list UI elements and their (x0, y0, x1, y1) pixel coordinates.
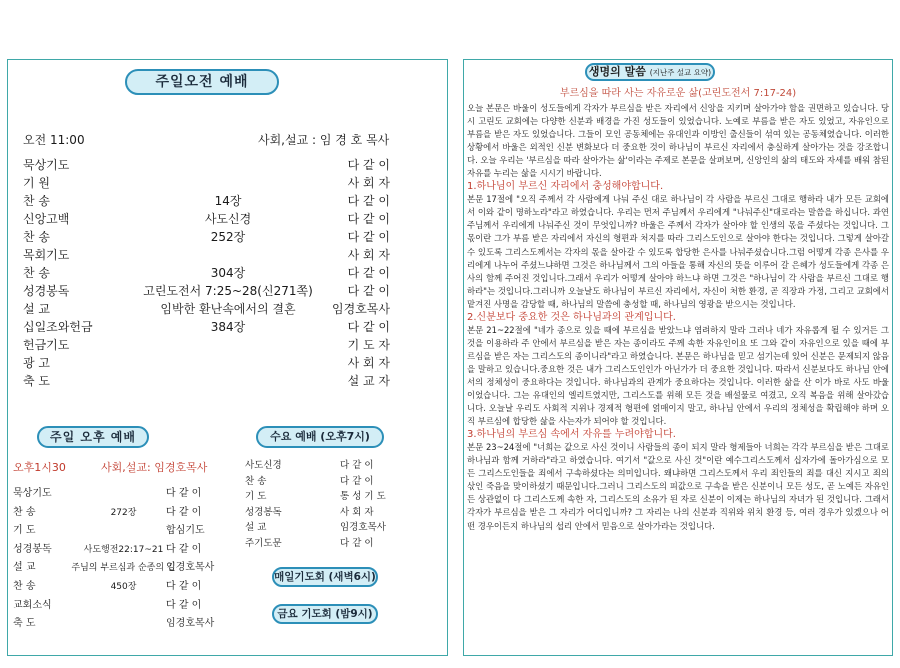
order-leader: 임경호목사 (166, 562, 215, 574)
order-item: 성경봉독 (245, 506, 282, 518)
morning-order-row (23, 336, 438, 355)
friday-prayer-title: 금요 기도회 (밤9시) (272, 604, 378, 624)
order-item: 교회소식 (13, 599, 52, 611)
wednesday-service-title: 수요 예배 (오후7시) (256, 426, 384, 448)
afternoon-order-row (13, 559, 243, 577)
sermon-body (467, 102, 889, 533)
sermon-paragraph: 오늘 본문은 바울이 성도들에게 각자가 부르심을 받은 자리에서 신앙을 지키며 살아가야 함을 권면하고 있습니다. 당시 고린도 교회에는 다양한 신분과 배경을 가진 성도들이 있었습니다. 노예로 부름을 받은 자도 있었고, 자유인으로 부름을 받은 자도 있었습니다. 그들이 모인 공동체에는 유대인과 이방인 출신들이 섞여 있는 공동체였습니다. 이러한 상황에서 바울은 외적인 신분 변화보다 더 중요한 것이 하나님이 부르신 자리에서 충실하게 살아가는 것을 강조합니다. 오늘 우리는 '부르심을 따라 살아가는 삶'이라는 주제로 본문을 살펴보며, 신앙인의 삶의 태도와 자세를 배워 참된 자유를 누리는 삶을 시시기 바랍니다. (467, 103, 890, 179)
order-item: 주기도문 (245, 538, 282, 549)
sermon-point-heading: 1.하나님이 부르신 자리에서 충성해야합니다. (467, 181, 664, 193)
order-leader: 다 같 이 (166, 488, 202, 499)
order-leader: 기 도 자 (347, 338, 390, 352)
order-leader: 다 같 이 (347, 320, 390, 334)
sermon-title: 생명의 말씀 (588, 65, 646, 78)
order-leader: 다 같 이 (166, 599, 202, 611)
wednesday-order-row (245, 505, 440, 521)
wednesday-order-row (245, 474, 440, 490)
morning-order-row (23, 282, 438, 301)
order-leader: 다 같 이 (347, 158, 390, 172)
morning-order-row (23, 372, 438, 391)
order-item: 성경봉독 (23, 284, 70, 298)
morning-order-row (23, 174, 438, 193)
order-item: 설 교 (23, 302, 50, 316)
order-leader: 사 회 자 (347, 176, 390, 190)
order-item: 설 교 (245, 522, 267, 534)
order-item: 기 원 (23, 176, 50, 190)
order-detail: 450장 (110, 582, 137, 592)
order-item: 십일조와헌금 (23, 320, 93, 334)
order-item: 기 도 (13, 525, 36, 537)
order-leader: 다 같 이 (347, 194, 390, 208)
sermon-paragraph: 본문 23~24절에 "너희는 값으로 사신 것이니 사람들의 종이 되지 말라 형제들아 너희는 각각 부르심을 받은 그대로 하나님과 함께 거하라"라고 하였습니다. 여기서 "값으로 사신 것"이란 예수그리스도께서 십자가에 돌아가심으로 모든 그리스도인들을 죄에서 구속하셨다는 의미입니다. 왜냐하면 그리스도께서 우리 죄인들의 죄를 대신 지시고 죄의 삯인 죽음을 맞이하셨기 때문입니다.그러니 그리스도의 피값으로 구속을 받은 신분이니 모든 성도, 곧 노예든 자유인든 상관없이 다 그리스도께 속한 자, 그리스도의 소유가 된 자로 신분이 이제는 하나님의 자녀가 된 것입니다. 그래서 각자가 부르심을 받은 그 자리가 어디입니까? 그 자리는 나의 신분과 직위와 위치 환경 등, 여러 경우가 있겠으나 어떤 경우이든지 하나님의 섭리 안에서 믿음으로 살아가라는 것입니다. (467, 442, 889, 531)
order-leader: 다 같 이 (340, 538, 374, 549)
order-item: 사도신경 (245, 460, 282, 471)
order-detail: 272장 (110, 507, 137, 518)
order-item: 찬 송 (23, 266, 50, 280)
daily-prayer-title: 매일기도회 (새벽6시) (272, 567, 378, 587)
order-detail: 고린도전서 7:25~28(신271쪽) (143, 284, 313, 298)
order-leader: 다 같 이 (166, 506, 202, 518)
order-leader: 사 회 자 (340, 506, 374, 518)
order-detail: 주님의 부르심과 순종의 길 (71, 563, 176, 574)
order-item: 찬 송 (13, 581, 36, 592)
order-item: 목회기도 (23, 248, 70, 262)
morning-service-title: 주일오전 예배 (125, 69, 279, 95)
afternoon-service-title: 주일 오후 예배 (37, 426, 149, 448)
sermon-subtitle: 부르심을 따라 사는 자유로운 삶(고린도전서 7:17-24) (559, 88, 797, 99)
order-item: 찬 송 (245, 475, 267, 487)
order-leader: 다 같 이 (166, 581, 202, 592)
order-item: 묵상기도 (23, 158, 70, 172)
morning-order-row (23, 192, 438, 211)
order-item: 성경봉독 (13, 543, 52, 555)
afternoon-order-row (13, 597, 243, 615)
order-leader: 다 같 이 (347, 212, 390, 226)
sermon-paragraph: 본문 21~22절에 "네가 종으로 있을 때에 부르심을 받았느냐 염려하지 말라 그러나 네가 자유롭게 될 수 있거든 그것을 이용하라 주 안에서 부르심을 받은 자는 종이라도 주께 속한 자유인이요 또 그와 같이 자유인으로 있을 때에 부르심을 받은 자는 그리스도의 종이니라"라고 하였습니다. 본문은 하나님을 믿고 섬기는데 있어 신분은 문제되지 않음을 말하고 있습니다.중요한 것은 내가 그리스도인인가 아닌가가 더 중요한 것입니다. 따라서 신분보다도 하나님 안에서의 정체성이 중요하다는 것입니다. 하나님과의 관계가 중요하다는 것입니다. 이러한 삶을 산 이가 바로 사도 바울이었습니다. 그는 유대인의 엘리트였지만, 그리스도를 위해 모든 것을 배설물로 여겼고, 오직 복음을 위해 살아갔습니다. 오늘날 우리도 사회적 지위나 경제적 형편에 얽매이지 말고, 하나님 안에서 우리의 정체성을 확립해야 하며 오직 부르심에 합당한 삶을 사는자가 되어야 할 것입니다. (467, 324, 889, 427)
order-item: 설 교 (13, 562, 36, 574)
order-leader: 다 같 이 (340, 460, 374, 471)
worship-order-panel (7, 59, 448, 656)
afternoon-order-row (13, 541, 243, 559)
sermon-point-heading: 3.하나님의 부르심 속에서 자유를 누려야합니다. (467, 429, 676, 441)
order-item: 축 도 (23, 374, 50, 388)
order-item: 헌금기도 (23, 338, 70, 352)
morning-order-row (23, 264, 438, 283)
order-item: 축 도 (13, 618, 36, 630)
afternoon-order-row (13, 504, 243, 522)
order-leader: 다 같 이 (347, 284, 390, 298)
order-item: 신앙고백 (23, 212, 70, 226)
order-leader: 다 같 이 (340, 475, 374, 487)
morning-service-time: 오전 11:00 (23, 133, 85, 147)
order-leader: 사 회 자 (347, 248, 390, 262)
morning-order-row (23, 228, 438, 247)
sermon-title-badge (585, 63, 715, 81)
order-leader: 합심기도 (166, 525, 205, 537)
morning-order-row (23, 354, 438, 373)
order-leader: 통 성 기 도 (340, 491, 386, 503)
wednesday-order-row (245, 520, 440, 536)
wednesday-order-row (245, 458, 440, 474)
order-item: 찬 송 (23, 194, 50, 208)
order-leader: 임경호목사 (340, 522, 386, 534)
order-item: 찬 송 (23, 230, 50, 244)
order-detail: 사도행전22:17~21 (83, 544, 164, 555)
order-detail: 384장 (210, 320, 246, 334)
morning-order-row (23, 156, 438, 175)
afternoon-service-time: 오후1시30 (13, 461, 66, 474)
afternoon-order-row (13, 522, 243, 540)
morning-service-officiant: 사회,설교 : 임 경 호 목사 (258, 133, 390, 147)
afternoon-order-row (13, 578, 243, 596)
afternoon-order-row (13, 485, 243, 503)
order-leader: 사 회 자 (347, 356, 390, 370)
morning-order-row (23, 210, 438, 229)
order-leader: 다 같 이 (347, 230, 390, 244)
order-detail: 임박한 환난속에서의 결혼 (160, 302, 296, 316)
order-leader: 임경호목사 (166, 618, 215, 630)
sermon-title-note: (지난주 설교 요약) (649, 68, 712, 77)
order-detail: 14장 (214, 194, 242, 208)
morning-order-row (23, 300, 438, 319)
order-item: 기 도 (245, 491, 267, 503)
order-detail: 252장 (210, 230, 246, 244)
order-item: 묵상기도 (13, 488, 52, 499)
afternoon-service-officiant: 사회,설교: 임경호목사 (101, 461, 208, 474)
sermon-paragraph: 본문 17절에 "오직 주께서 각 사람에게 나눠 주신 대로 하나님이 각 사람을 부르신 그대로 행하라 내가 모든 교회에서 이와 같이 명하노라"라고 하였습니다. 우리는 먼저 주님께서 우리에게 "나눠주신"대로라는 말씀을 하십니다. 과연 주님께서 우리에게 나눠주신 것이 무엇입니까? 바울은 주께서 각자가 살아야 할 인생의 몫을 주셨다는 것입니다. 그 몫이란 그가 부름 받은 자리에서 자신의 형편과 처지를 따라 그리스도인으로 살아야 한다는 것입니다. 그렇게 살아갈 수 있도록 그리스도께서는 각자의 몫을 살아갈 수 있도록 합당한 은사를 나눠주셨습니다.그럼 어떻게 각종 은사를 우리에게 나누어 주셨느냐하면 그것은 하나님께서 그의 아들을 통해 자신의 뜻을 이루어 갈 은혜가 성도들에게 각종 은사의 함께 주어진 것입니다.그래서 우리가 어떻게 살아야 하느냐 하면 그것은 "하나님이 각 사람을 부르신 그대로 행하라"는 것입니다.그러니까 오늘날도 하나님이 부르신 자리에서, 자신이 처한 환경, 곧 직장과 가정, 그리고 교회에서 맡겨진 사명을 감당할 때, 하나님의 말씀에 충성할 때, 하나님의 영광을 받으시는 것입니다. (467, 194, 889, 309)
morning-order-row (23, 318, 438, 337)
order-item: 광 고 (23, 356, 50, 370)
order-leader: 다 같 이 (347, 266, 390, 280)
order-detail: 304장 (210, 266, 246, 280)
order-item: 찬 송 (13, 506, 36, 518)
order-leader: 임경호목사 (332, 302, 390, 316)
sermon-panel (463, 59, 893, 656)
wednesday-order-row (245, 489, 440, 505)
order-leader: 다 같 이 (166, 543, 202, 555)
sermon-point-heading: 2.신분보다 중요한 것은 하나님과의 관계입니다. (467, 311, 676, 323)
morning-order-row (23, 246, 438, 265)
wednesday-order-row (245, 536, 440, 552)
order-leader: 설 교 자 (347, 374, 390, 388)
afternoon-order-row (13, 615, 243, 633)
order-detail: 사도신경 (204, 212, 252, 226)
